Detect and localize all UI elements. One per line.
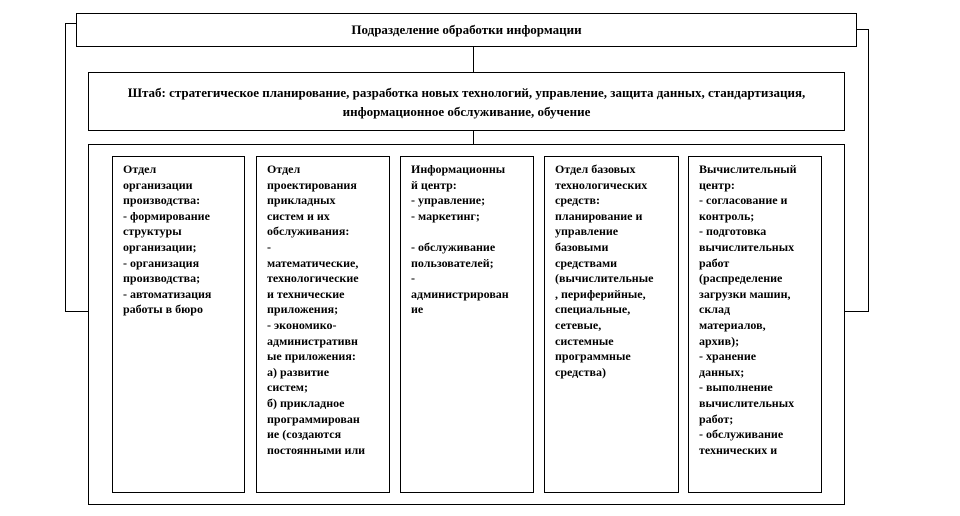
connector-right-vertical xyxy=(868,29,869,312)
department-computing-center xyxy=(688,156,822,493)
connector-staff-to-departments xyxy=(473,131,474,144)
department-item: - хранение данных; xyxy=(699,349,757,379)
department-item: - автоматизация работы в бюро xyxy=(123,286,212,317)
department-item: - маркетинг; xyxy=(411,208,480,223)
department-item: (вычислительные , периферийные, специальные, сетевые, системные программные средства) xyxy=(555,271,654,379)
department-item: а) развитие систем; xyxy=(267,364,330,395)
connector-left-bottom xyxy=(65,311,88,312)
department-item: - обслуживание пользователей; xyxy=(411,239,496,270)
department-item: - обслуживание технических и xyxy=(699,427,784,457)
department-title: Отдел базовых технологических средств: планирование и управление базовыми средствами xyxy=(555,162,648,270)
connector-left-horizontal xyxy=(65,23,76,24)
department-item: - выполнение вычислительных работ; xyxy=(699,380,795,426)
top-unit-title: Подразделение обработки информации xyxy=(351,22,582,37)
connector-top-to-staff xyxy=(473,47,474,72)
department-item: - управление; xyxy=(411,193,486,208)
connector-left-vertical xyxy=(65,23,66,312)
department-title: Информационны й центр: xyxy=(411,162,506,192)
department-information-center xyxy=(400,156,534,493)
department-spacer xyxy=(411,224,527,240)
top-unit-box xyxy=(76,13,857,47)
department-item: - согласование и контроль; xyxy=(699,193,788,223)
department-item: - формирование структуры организации; xyxy=(123,208,210,254)
department-title: Вычислительный центр: xyxy=(699,162,797,192)
department-item: - экономико- административн ые приложения: xyxy=(267,317,358,364)
department-item: б) прикладное программирован ие (создаются постоянными или xyxy=(267,395,366,457)
department-title: Отдел проектирования прикладных систем и их обслуживания: xyxy=(267,162,357,239)
department-application-systems xyxy=(256,156,390,493)
staff-box xyxy=(88,72,845,131)
department-item: - математические, технологические и технические приложения; xyxy=(267,239,359,317)
department-base-technologies xyxy=(544,156,679,493)
staff-text: Штаб: стратегическое планирование, разработка новых технологий, управление, защита данных, стандартизация, информационное обслуживание, обучение xyxy=(127,84,806,119)
department-title: Отдел организации производства: xyxy=(123,162,201,208)
department-production-organization xyxy=(112,156,245,493)
connector-right-bottom xyxy=(845,311,869,312)
department-item: - организация производства; xyxy=(123,255,201,286)
department-item: - подготовка вычислительных работ (распределение загрузки машин, склад материалов, архив); xyxy=(699,224,795,348)
department-item: - администрирован ие xyxy=(411,271,509,317)
